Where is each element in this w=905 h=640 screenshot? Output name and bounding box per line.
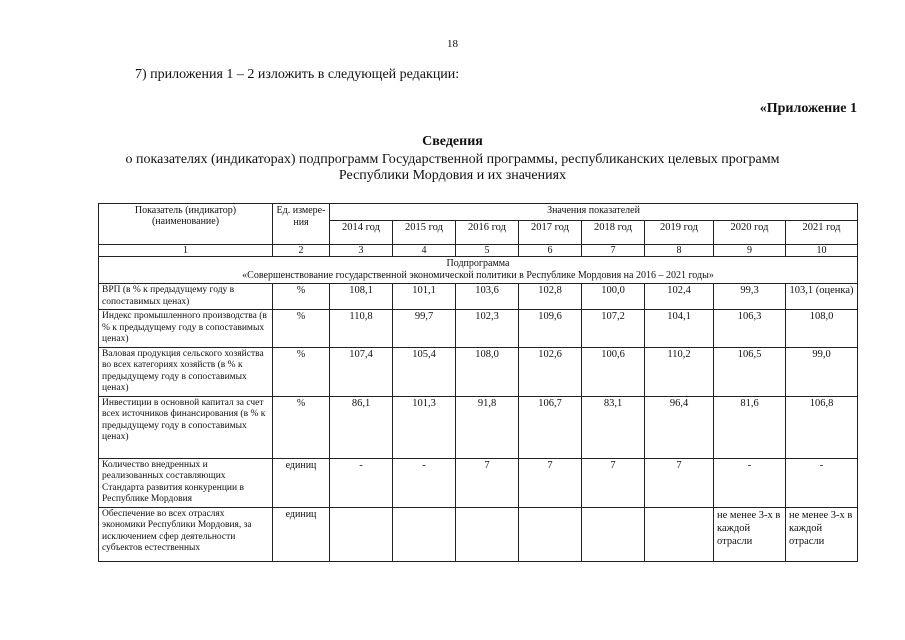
header-indicator: Показатель (индикатор) (наименование) (99, 204, 273, 245)
indicator-value: - (393, 458, 456, 507)
table-row (99, 396, 858, 458)
header-year: 2021 год (786, 220, 858, 244)
indicator-value: 106,7 (519, 396, 582, 458)
indicator-value: 7 (645, 458, 714, 507)
indicator-value: 109,6 (519, 310, 582, 348)
indicator-value (645, 507, 714, 561)
table-row (99, 458, 858, 507)
indicator-value: 101,3 (393, 396, 456, 458)
subprogram-title: «Совершенствование государственной экономической политики в Республике Мордовия на 2016 – 2021 годы» (242, 270, 714, 281)
indicator-value: 102,6 (519, 347, 582, 396)
indicator-value: 7 (519, 458, 582, 507)
indicator-value (519, 507, 582, 561)
indicator-unit: % (273, 396, 330, 458)
indicator-unit: единиц (273, 507, 330, 561)
column-number: 1 (99, 245, 273, 257)
column-number: 9 (714, 245, 786, 257)
indicators-table (98, 203, 858, 562)
table-row (99, 347, 858, 396)
indicator-value: 108,0 (456, 347, 519, 396)
header-unit: Ед. измере-ния (273, 204, 330, 245)
column-number: 2 (273, 245, 330, 257)
indicator-value: 102,3 (456, 310, 519, 348)
table-row (99, 310, 858, 348)
header-year: 2016 год (456, 220, 519, 244)
header-year: 2020 год (714, 220, 786, 244)
indicator-name: Инвестиции в основной капитал за счет всех источников финансирования (в % к предыдущему году в сопоставимых ценах) (99, 396, 273, 458)
indicator-value: не менее 3-х в каждой отрасли (714, 507, 786, 561)
indicator-value: - (786, 458, 858, 507)
column-number: 8 (645, 245, 714, 257)
indicator-value: 108,0 (786, 310, 858, 348)
table-row (99, 284, 858, 310)
indicator-value: 110,8 (330, 310, 393, 348)
column-number: 7 (582, 245, 645, 257)
indicator-value: 106,5 (714, 347, 786, 396)
indicator-value: 99,0 (786, 347, 858, 396)
indicator-unit: единиц (273, 458, 330, 507)
indicator-value: 104,1 (645, 310, 714, 348)
appendix-label: «Приложение 1 (759, 101, 857, 116)
indicator-value: 106,8 (786, 396, 858, 458)
column-number: 3 (330, 245, 393, 257)
indicator-name: Обеспечение во всех отраслях экономики Республики Мордовия, за исключением сфер деятельности субъектов естественных (99, 507, 273, 561)
indicator-value: 105,4 (393, 347, 456, 396)
indicator-name: Индекс промышленного производства (в % к предыдущему году в сопоставимых ценах) (99, 310, 273, 348)
page-number: 18 (447, 38, 458, 50)
indicator-value: 86,1 (330, 396, 393, 458)
indicator-value: 101,1 (393, 284, 456, 310)
indicator-value: 102,8 (519, 284, 582, 310)
header-year: 2014 год (330, 220, 393, 244)
indicator-value: не менее 3-х в каждой отрасли (786, 507, 858, 561)
intro-text: 7) приложения 1 – 2 изложить в следующей редакции: (135, 67, 460, 82)
indicator-value: 100,0 (582, 284, 645, 310)
indicator-value: - (330, 458, 393, 507)
indicator-value: 91,8 (456, 396, 519, 458)
indicator-value: 107,4 (330, 347, 393, 396)
indicator-value (456, 507, 519, 561)
table-row (99, 507, 858, 561)
indicator-value: 7 (456, 458, 519, 507)
indicator-value: - (714, 458, 786, 507)
indicator-value: 81,6 (714, 396, 786, 458)
header-year: 2017 год (519, 220, 582, 244)
subprogram-row (99, 257, 858, 284)
subprogram-label: Подпрограмма (446, 258, 510, 269)
indicator-unit: % (273, 310, 330, 348)
column-number: 5 (456, 245, 519, 257)
document-subtitle: о показателях (индикаторах) подпрограмм Государственной программы, республиканских целевых программ Республики Мордовия и их значениях (125, 152, 780, 183)
indicator-value: 108,1 (330, 284, 393, 310)
indicator-value: 110,2 (645, 347, 714, 396)
indicator-name: Количество внедренных и реализованных составляющих Стандарта развития конкуренции в Республике Мордовия (99, 458, 273, 507)
column-number-row (99, 245, 858, 257)
indicator-value: 106,3 (714, 310, 786, 348)
column-number: 6 (519, 245, 582, 257)
subprogram-cell (99, 257, 858, 284)
header-year: 2018 год (582, 220, 645, 244)
header-year: 2019 год (645, 220, 714, 244)
indicator-value: 100,6 (582, 347, 645, 396)
indicator-value: 7 (582, 458, 645, 507)
indicator-value (330, 507, 393, 561)
indicator-value (582, 507, 645, 561)
indicator-value: 96,4 (645, 396, 714, 458)
indicator-value: 103,6 (456, 284, 519, 310)
column-number: 10 (786, 245, 858, 257)
indicator-value: 107,2 (582, 310, 645, 348)
header-values: Значения показателей (330, 204, 858, 221)
header-year: 2015 год (393, 220, 456, 244)
indicator-value: 99,3 (714, 284, 786, 310)
column-number: 4 (393, 245, 456, 257)
indicator-unit: % (273, 347, 330, 396)
indicator-value: 102,4 (645, 284, 714, 310)
indicator-value: 99,7 (393, 310, 456, 348)
indicator-name: ВРП (в % к предыдущему году в сопоставимых ценах) (99, 284, 273, 310)
indicator-unit: % (273, 284, 330, 310)
indicator-value (393, 507, 456, 561)
indicator-value: 83,1 (582, 396, 645, 458)
document-title: Сведения (422, 134, 483, 149)
indicator-name: Валовая продукция сельского хозяйства во всех категориях хозяйств (в % к предыдущему году в сопоставимых ценах) (99, 347, 273, 396)
indicator-value: 103,1 (оценка) (786, 284, 858, 310)
